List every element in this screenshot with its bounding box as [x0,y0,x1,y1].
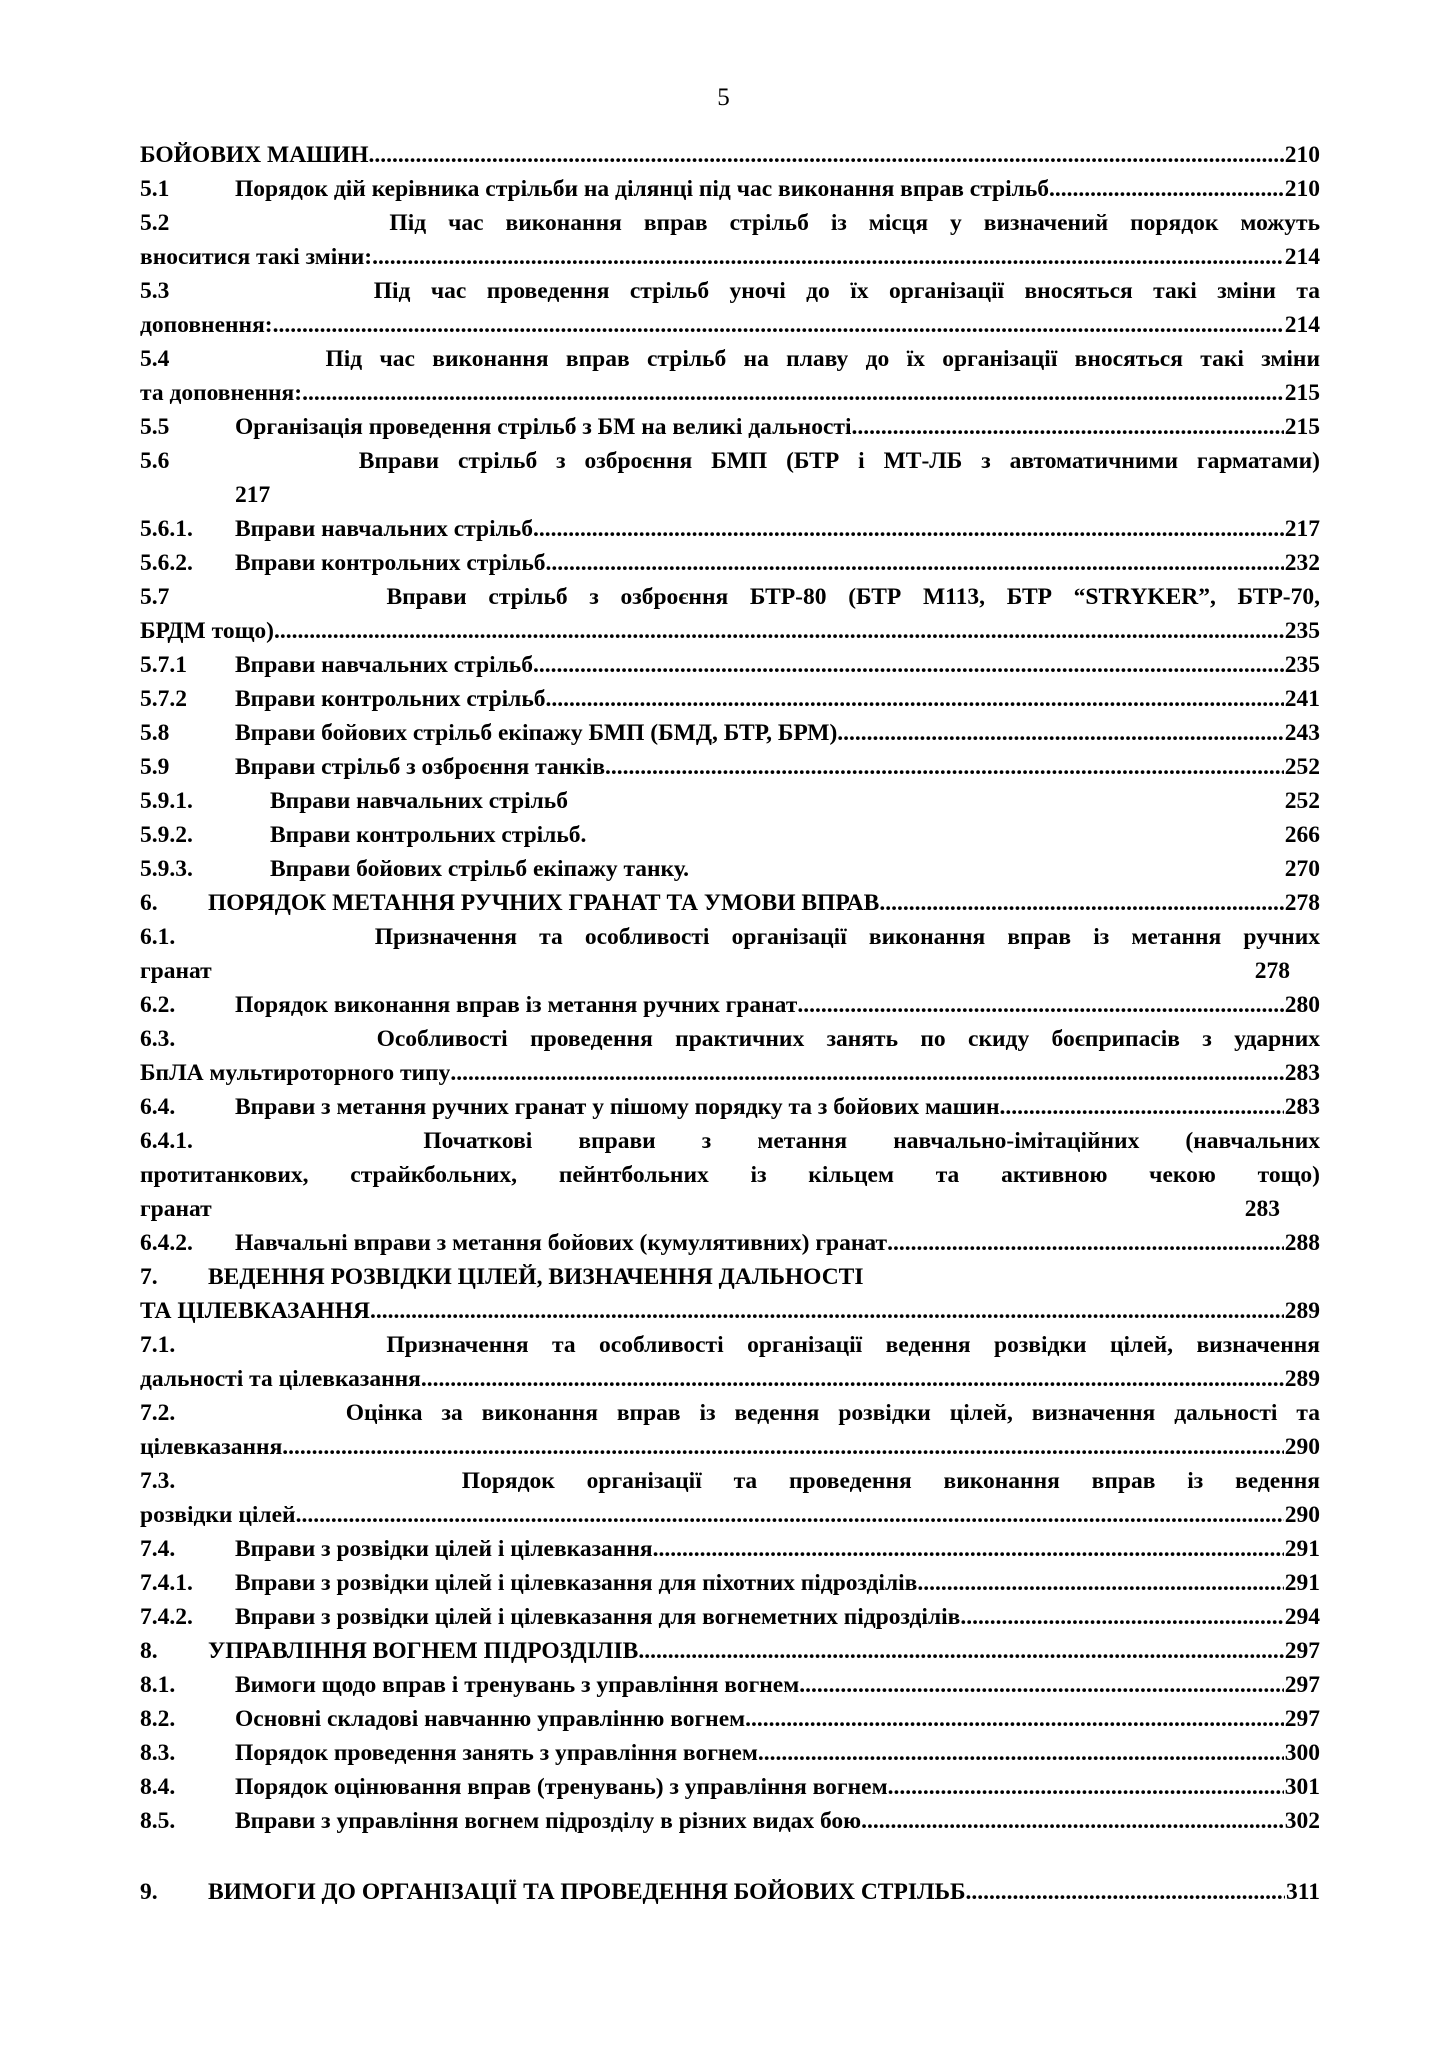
toc-entry[interactable] [140,1804,1320,1838]
toc-leader [302,376,1284,410]
toc-page: 266 [1284,822,1320,848]
toc-leader [887,1226,1284,1260]
toc-page: 278 [1284,890,1320,916]
toc-entry[interactable] [140,410,1320,444]
toc-number: 5.7.2 [140,686,187,712]
toc-title: УПРАВЛІННЯ ВОГНЕМ ПІДРОЗДІЛІВ [208,1638,639,1664]
toc-title: ПОРЯДОК МЕТАННЯ РУЧНИХ ГРАНАТ ТА УМОВИ ВПРАВ [208,890,880,916]
toc-number: 5.1 [140,176,170,202]
toc-title: Вправи бойових стрільб екіпажу БМП (БМД, БТР, БРМ). [235,720,844,746]
toc-entry[interactable] [140,1668,1320,1702]
table-of-contents [140,138,1320,1909]
toc-number: 8.1. [140,1672,176,1698]
toc-title: Вправи контрольних стрільб. [235,686,552,712]
toc-number: 7.4.1. [140,1570,193,1596]
toc-title: розвідки цілей [140,1502,296,1528]
toc-title: Вправи навчальних стрільб [235,652,533,678]
toc-number: 5.5 [140,414,170,440]
toc-entry[interactable] [140,1600,1320,1634]
toc-leader [370,1294,1284,1328]
toc-entry-continuation[interactable] [140,1498,1320,1532]
toc-title: БОЙОВИХ МАШИН [140,142,369,168]
toc-leader [551,682,1283,716]
toc-title: Вправи навчальних стрільб [270,788,568,814]
toc-title: Вправи контрольних стрільб. [235,550,552,576]
toc-entry-continuation[interactable] [140,1192,1320,1226]
toc-page: 217 [1284,516,1320,542]
toc-leader [797,988,1283,1022]
toc-entry-continuation[interactable] [140,376,1320,410]
toc-leader [273,308,1284,342]
toc-page: 235 [1284,618,1320,644]
toc-page: 241 [1284,686,1320,712]
toc-page: 290 [1284,1502,1320,1528]
toc-number: 5.9 [140,754,170,780]
toc-entry-continuation[interactable] [140,1362,1320,1396]
toc-title: Вимоги щодо вправ і тренувань з управління вогнем [235,1672,800,1698]
toc-entry[interactable] [140,852,1320,886]
toc-number: 8. [140,1638,158,1664]
toc-number: 7.4. [140,1536,176,1562]
toc-number: 6.2. [140,992,176,1018]
toc-title: та доповнення: [140,380,303,406]
toc-leader [539,512,1284,546]
toc-entry-continuation[interactable] [140,954,1320,988]
toc-entry-wrapped[interactable]: 6.3. Особливості проведення практичних занять по скиду боєприпасів з ударних [140,1026,1320,1052]
toc-entry[interactable] [140,546,1320,580]
toc-entry[interactable] [140,750,1320,784]
toc-number: 6.4. [140,1094,176,1120]
toc-number: 7.4.2. [140,1604,193,1630]
toc-number: 8.2. [140,1706,176,1732]
toc-title: Вправи з розвідки цілей і цілевказання [235,1536,653,1562]
toc-page: 215 [1284,414,1320,440]
toc-leader [966,1875,1285,1909]
toc-title: Порядок виконання вправ із метання ручних гранат [235,992,798,1018]
toc-entry[interactable] [140,172,1320,206]
toc-entry[interactable] [140,682,1320,716]
toc-title: дальності та цілевказання [140,1366,421,1392]
toc-number: 8.3. [140,1740,176,1766]
toc-title: гранат [140,1196,212,1222]
toc-entry-continuation[interactable] [140,478,1320,512]
toc-page: 289 [1284,1366,1320,1392]
toc-title: цілевказання [140,1434,283,1460]
toc-page: 300 [1284,1740,1320,1766]
toc-page: 291 [1284,1570,1320,1596]
toc-page: 301 [1284,1774,1320,1800]
toc-title: Вправи з розвідки цілей і цілевказання для піхотних підрозділів [235,1570,918,1596]
toc-entry-continuation[interactable] [140,240,1320,274]
toc-title: ТА ЦІЛЕВКАЗАННЯ [140,1298,370,1324]
toc-entry[interactable] [140,648,1320,682]
toc-leader [274,614,1284,648]
toc-entry-wrapped[interactable]: 5.7 Вправи стрільб з озброєння БТР-80 (БТР М113, БТР “STRYKER”, БТР-70, [140,584,1320,610]
toc-leader [799,1668,1284,1702]
toc-entry[interactable] [140,886,1320,920]
toc-title: БпЛА мультироторного типу [140,1060,451,1086]
toc-page: 297 [1284,1706,1320,1732]
toc-entry-wrapped[interactable]: 5.2 Під час виконання вправ стрільб із місця у визначений порядок можуть [140,210,1320,236]
toc-title: гранат [140,958,212,984]
toc-title: Порядок дій керівника стрільби на ділянці під час виконання вправ стрільб [235,176,1050,202]
toc-number: 5.6.2. [140,550,193,576]
toc-number: 5.7.1 [140,652,187,678]
toc-leader [296,1498,1284,1532]
toc-leader [1049,172,1284,206]
toc-page: 290 [1284,1434,1320,1460]
toc-leader [653,1532,1284,1566]
toc-leader [450,1056,1283,1090]
toc-title: Навчальні вправи з метання бойових (кумулятивних) гранат [235,1230,888,1256]
toc-entry[interactable] [140,1090,1320,1124]
toc-title: Основні складові навчанню управлінню вогнем [235,1706,746,1732]
toc-leader [851,410,1283,444]
toc-page: 291 [1284,1536,1320,1562]
toc-entry-continuation[interactable] [140,1056,1320,1090]
toc-leader [960,1600,1283,1634]
toc-page: 283 [1244,1196,1280,1222]
toc-entry-wrapped[interactable]: 6.4.1. Початкові вправи з метання навчально-імітаційних (навчальних [140,1128,1320,1154]
toc-title: Вправи з розвідки цілей і цілевказання для вогнеметних підрозділів [235,1604,961,1630]
toc-number: 8.4. [140,1774,176,1800]
toc-entry-wrapped[interactable]: 5.6 Вправи стрільб з озброєння БМП (БТР і МТ-ЛБ з автоматичними гарматами) [140,448,1320,474]
toc-page: 294 [1284,1604,1320,1630]
toc-entry[interactable] [140,1736,1320,1770]
toc-page: 217 [235,482,271,508]
toc-entry[interactable] [140,784,1320,818]
toc-entry[interactable] [140,512,1320,546]
toc-title: Вправи з метання ручних гранат у пішому порядку та з бойових машин [235,1094,1000,1120]
toc-entry[interactable] [140,1702,1320,1736]
toc-page: 243 [1284,720,1320,746]
toc-entry[interactable] [140,1770,1320,1804]
toc-number: 6.4.2. [140,1230,193,1256]
toc-entry[interactable] [140,1226,1320,1260]
toc-title: доповнення: [140,312,273,338]
toc-entry-continuation[interactable] [140,1430,1320,1464]
toc-entry[interactable] [140,716,1320,750]
toc-entry-wrapped[interactable]: 5.3 Під час проведення стрільб уночі до їх організації вносяться такі зміни та [140,278,1320,304]
toc-number: 9. [140,1879,158,1905]
toc-number: 5.9.2. [140,822,193,848]
toc-page: 270 [1284,856,1320,882]
toc-number: 5.6.1. [140,516,193,542]
toc-leader [421,1362,1284,1396]
toc-number: 5.9.3. [140,856,193,882]
toc-leader [369,138,1284,172]
toc-title: Вправи з управління вогнем підрозділу в різних видах бою [235,1808,862,1834]
toc-title: Вправи бойових стрільб екіпажу танку. [270,856,690,882]
toc-title: ВИМОГИ ДО ОРГАНІЗАЦІЇ ТА ПРОВЕДЕННЯ БОЙОВИХ СТРІЛЬБ [208,1879,966,1905]
toc-leader [1000,1090,1284,1124]
toc-page: 214 [1284,244,1320,270]
toc-title: Вправи стрільб з озброєння танків [235,754,606,780]
toc-number: 5.9.1. [140,788,193,814]
toc-number: 6. [140,890,158,916]
toc-page: 302 [1284,1808,1320,1834]
toc-page: 235 [1284,652,1320,678]
toc-page: 215 [1284,380,1320,406]
toc-page: 311 [1286,1879,1320,1905]
toc-title: БРДМ тощо) [140,618,275,644]
toc-leader [888,1770,1284,1804]
toc-leader [745,1702,1284,1736]
toc-page: 289 [1284,1298,1320,1324]
toc-entry[interactable] [140,1875,1320,1909]
toc-leader [879,886,1283,920]
toc-leader [533,648,1284,682]
toc-page: 297 [1284,1672,1320,1698]
toc-leader [758,1736,1284,1770]
toc-entry[interactable] [140,1260,1320,1294]
toc-page: 214 [1284,312,1320,338]
toc-entry-wrapped[interactable]: протитанкових, страйкбольних, пейнтбольних із кільцем та активною чекою тощо) [140,1162,1320,1188]
toc-page: 283 [1284,1060,1320,1086]
toc-number: 8.5. [140,1808,176,1834]
toc-leader [372,240,1284,274]
toc-leader [843,716,1284,750]
toc-page: 283 [1284,1094,1320,1120]
toc-title: Організація проведення стрільб з БМ на великі дальності [235,414,852,440]
toc-entry-wrapped[interactable]: 5.4 Під час виконання вправ стрільб на плаву до їх організації вносяться такі зміни [140,346,1320,372]
toc-number: 5.8 [140,720,170,746]
toc-entry[interactable] [140,818,1320,852]
toc-title: Порядок оцінювання вправ (тренувань) з управління вогнем [235,1774,888,1800]
toc-leader [861,1804,1284,1838]
toc-title: Вправи навчальних стрільб. [235,516,539,542]
toc-leader [282,1430,1283,1464]
toc-entry-continuation[interactable] [140,614,1320,648]
page-number: 5 [717,84,730,111]
toc-title: Порядок проведення занять з управління вогнем [235,1740,758,1766]
toc-leader [917,1566,1283,1600]
toc-title: вноситися такі зміни: [140,244,373,270]
toc-title: ВЕДЕННЯ РОЗВІДКИ ЦІЛЕЙ, ВИЗНАЧЕННЯ ДАЛЬНОСТІ [208,1264,864,1290]
toc-page: 210 [1284,142,1320,168]
toc-leader [605,750,1284,784]
toc-number: 7. [140,1264,158,1290]
toc-entry-continuation[interactable] [140,1294,1320,1328]
toc-leader [638,1634,1283,1668]
toc-page: 252 [1284,754,1320,780]
toc-page: 252 [1284,788,1320,814]
toc-page: 297 [1284,1638,1320,1664]
toc-entry[interactable] [140,1566,1320,1600]
toc-page: 280 [1284,992,1320,1018]
toc-page: 278 [1254,958,1290,984]
toc-entry[interactable] [140,988,1320,1022]
toc-entry[interactable] [140,1634,1320,1668]
toc-entry[interactable] [140,1532,1320,1566]
toc-entry-wrapped[interactable]: 7.1. Призначення та особливості організації ведення розвідки цілей, визначення [140,1332,1320,1358]
toc-entry-wrapped[interactable]: 6.1. Призначення та особливості організації виконання вправ із метання ручних [140,924,1320,950]
toc-page: 210 [1284,176,1320,202]
toc-title: Вправи контрольних стрільб. [270,822,587,848]
toc-entry-wrapped[interactable]: 7.2. Оцінка за виконання вправ із ведення розвідки цілей, визначення дальності та [140,1400,1320,1426]
toc-page: 288 [1284,1230,1320,1256]
toc-leader [551,546,1283,580]
toc-entry-continuation[interactable] [140,308,1320,342]
toc-page: 232 [1284,550,1320,576]
toc-entry[interactable] [140,138,1320,172]
toc-entry-wrapped[interactable]: 7.3. Порядок організації та проведення виконання вправ із ведення [140,1468,1320,1494]
